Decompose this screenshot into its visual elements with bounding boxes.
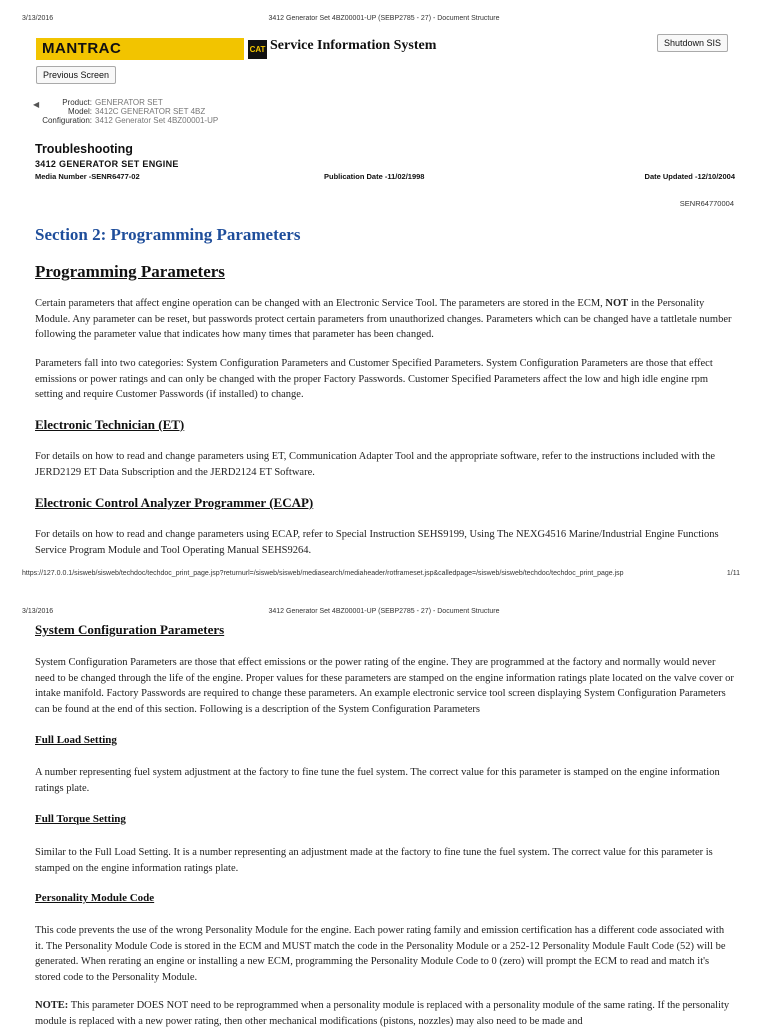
- page-heading: Programming Parameters: [35, 262, 225, 281]
- full-torque-heading: Full Torque Setting: [35, 813, 126, 825]
- ecap-heading: Electronic Control Analyzer Programmer (ECAP): [35, 495, 314, 510]
- note-paragraph: NOTE: This parameter DOES NOT need to be reprogrammed when a personality module is replaced with a personality module of the same rating. If the personality module is replaced with a new power rating, then other mechanical modifications (pistons, nozzles) may also need to be made and: [35, 1000, 730, 1027]
- full-load-paragraph: A number representing fuel system adjustment at the factory to fine tune the fuel system. The correct value for this parameter is stamped on the engine information ratings plate.: [35, 767, 720, 794]
- full-load-heading: Full Load Setting: [35, 734, 117, 746]
- document-id: SENR64770004: [679, 199, 734, 208]
- page-number: 1/11: [726, 570, 740, 577]
- collapse-arrow-icon[interactable]: ◀: [33, 100, 40, 109]
- intro-paragraph-1: Certain parameters that affect engine operation can be changed with an Electronic Service Tool. The parameters are stored in the ECM, NOT in the Personality Module. Any parameter can be reset, but passwords protect certain parameters from unauthorized changes. Parameters which can be changed have a tattletale number following the parameter value that indicates how many times that parameter has been changed.: [35, 298, 732, 340]
- print-url: https://127.0.0.1/sisweb/sisweb/techdoc/techdoc_print_page.jsp?returnurl=/sisweb/sisweb/mediasearch/mediaheader/rotframeset.jsp&calledpage=/sisweb/sisweb/techdoc/techdoc_print_page.jsp: [22, 570, 624, 577]
- product-value: GENERATOR SET: [95, 98, 163, 107]
- model-value: 3412C GENERATOR SET 4BZ: [95, 107, 206, 116]
- et-paragraph: For details on how to read and change parameters using ET, Communication Adapter Tool and the appropriate software, refer to the instructions included with the JERD2129 ET Data Subscription and the JERD2124 ET Software.: [35, 451, 716, 478]
- dealer-name: MANTRAC: [42, 40, 122, 57]
- document-category: Troubleshooting: [35, 142, 133, 156]
- publication-date: Publication Date -11/02/1998: [324, 172, 425, 181]
- personality-module-paragraph: This code prevents the use of the wrong Personality Module for the engine. Each power rating family and emission certification has a different code associated with it. The Personality Module Code is stored in the ECM and MUST match the code in the Personality Module or a 252-12 Personality Module Fault Code (52) will be generated. When rerating an engine or installing a new ECM, programming the Personality Module Code to 0 (zero) will prompt the ECM to read and match it's stored code to the Personality Module.: [35, 925, 726, 983]
- system-config-paragraph: System Configuration Parameters are those that effect emissions or the power rating of the engine. They are programmed at the factory and normally would never need to be changed through the life of the engine. Proper values for these parameters are stamped on the engine information ratings plate located on the valve cover or intake manifold. Factory Passwords are required to change these parameters. An example electronic service tool screen displaying System Configuration Parameters can be found at the end of this section. Following is a description of the System Configuration Parameters: [35, 657, 734, 715]
- section-title: Section 2: Programming Parameters: [35, 225, 301, 244]
- ecap-paragraph: For details on how to read and change parameters using ECAP, refer to Special Instruction SEHS9199, Using The NEXG4516 Marine/Industrial Engine Functions Service Program Module and Tool Operating Manual SEHS9264.: [35, 529, 719, 556]
- full-torque-paragraph: Similar to the Full Load Setting. It is a number representing an adjustment made at the factory to fine tune the fuel system. The correct value for this parameter is stamped on the engine information ratings plate.: [35, 847, 713, 874]
- model-label: Model:: [67, 107, 92, 116]
- print-title: 3412 Generator Set 4BZ00001-UP (SEBP2785 - 27) - Document Structure: [268, 15, 500, 22]
- product-info: [36, 98, 218, 125]
- cat-logo-icon: CAT: [248, 40, 267, 59]
- intro-paragraph-2: Parameters fall into two categories: System Configuration Parameters and Customer Specified Parameters. System Configuration Parameters are those that effect emissions or power ratings and can only be changed with the proper Factory Passwords. Customer Specified Parameters affect the low and high idle engine rpm setting and require Customer Passwords (if installed) to change.: [35, 358, 713, 400]
- dealer-logo: [36, 38, 244, 60]
- configuration-value: 3412 Generator Set 4BZ00001-UP: [95, 116, 219, 125]
- date-updated: Date Updated -12/10/2004: [644, 172, 735, 181]
- product-label: Product:: [62, 98, 92, 107]
- system-title: Service Information System: [270, 38, 437, 53]
- previous-screen-button[interactable]: Previous Screen: [36, 66, 116, 84]
- et-heading: Electronic Technician (ET): [35, 417, 185, 432]
- print-title: 3412 Generator Set 4BZ00001-UP (SEBP2785 - 27) - Document Structure: [268, 608, 500, 615]
- print-date: 3/13/2016: [22, 608, 54, 615]
- system-config-heading: System Configuration Parameters: [35, 622, 225, 637]
- media-number: Media Number -SENR6477-02: [35, 172, 140, 181]
- configuration-label: Configuration:: [42, 116, 92, 125]
- personality-module-heading: Personality Module Code: [35, 892, 155, 904]
- shutdown-button[interactable]: Shutdown SIS: [657, 34, 728, 52]
- document-subtitle: 3412 GENERATOR SET ENGINE: [35, 159, 179, 169]
- print-date: 3/13/2016: [22, 15, 54, 22]
